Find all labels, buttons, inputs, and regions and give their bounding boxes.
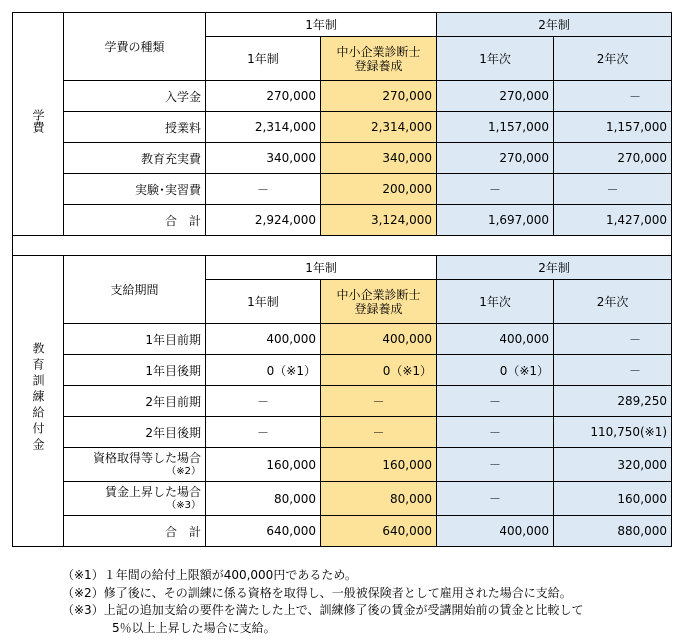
section1-col-y1: 1年次 [437, 37, 554, 81]
cell-value: 80,000 [206, 482, 321, 516]
section-separator [13, 236, 672, 256]
row-label: 入学金 [64, 81, 206, 112]
cell-value: － [206, 386, 321, 417]
section2-group-1yr: 1年制 [206, 256, 437, 280]
table-row-total [13, 205, 672, 236]
table-row [13, 112, 672, 143]
row-label: 2年目前期 [64, 386, 206, 417]
row-label: 実験･実習費 [64, 174, 206, 205]
cell-value: 400,000 [321, 324, 437, 355]
cell-value: － [321, 386, 437, 417]
cell-value: 640,000 [206, 516, 321, 547]
row-label: 2年目後期 [64, 417, 206, 448]
row-label: 1年目前期 [64, 324, 206, 355]
section2-group-2yr: 2年制 [437, 256, 672, 280]
cell-value: 3,124,000 [321, 205, 437, 236]
row-label: 合 計 [64, 205, 206, 236]
cell-value: 1,427,000 [554, 205, 672, 236]
table-row [13, 355, 672, 386]
table-row [13, 482, 672, 516]
row-label: 教育充実費 [64, 143, 206, 174]
cell-value: － [437, 448, 554, 482]
section2-col-chusho: 中小企業診断士 登録養成 [321, 280, 437, 324]
table-row [13, 81, 672, 112]
cell-value: 400,000 [437, 324, 554, 355]
cell-value: 200,000 [321, 174, 437, 205]
section1-col-1yr: 1年制 [206, 37, 321, 81]
row-label: 授業料 [64, 112, 206, 143]
cell-value: － [554, 355, 672, 386]
cell-value: 270,000 [437, 143, 554, 174]
cell-value: 80,000 [321, 482, 437, 516]
section2-type-header: 支給期間 [64, 256, 206, 324]
table-row [13, 324, 672, 355]
cell-value: 110,750(※1) [554, 417, 672, 448]
cell-value: － [437, 417, 554, 448]
cell-value: 160,000 [554, 482, 672, 516]
cell-value: 2,924,000 [206, 205, 321, 236]
cell-value: 400,000 [437, 516, 554, 547]
cell-value: 0（※1） [206, 355, 321, 386]
cell-value: － [554, 174, 672, 205]
cell-value: 160,000 [206, 448, 321, 482]
section2-col-1yr: 1年制 [206, 280, 321, 324]
section2-col-y1: 1年次 [437, 280, 554, 324]
footnotes [62, 567, 583, 637]
cell-value: － [554, 81, 672, 112]
table-row [13, 143, 672, 174]
cell-value: 2,314,000 [206, 112, 321, 143]
row-label: 1年目後期 [64, 355, 206, 386]
cell-value: 2,314,000 [321, 112, 437, 143]
table-row [13, 174, 672, 205]
cell-value: 640,000 [321, 516, 437, 547]
section1-side-label: 学費 [13, 13, 64, 236]
table-row [13, 448, 672, 482]
cell-value: 0（※1） [437, 355, 554, 386]
cell-value: － [554, 324, 672, 355]
footnote-3-cont: 5％以上上昇した場合に支給。 [112, 620, 276, 635]
cell-value: 0（※1） [321, 355, 437, 386]
section2-side-label: 教育訓練給付金 [13, 256, 64, 547]
table-row [13, 417, 672, 448]
cell-value: 270,000 [206, 81, 321, 112]
cell-value: － [321, 417, 437, 448]
cell-value: 340,000 [321, 143, 437, 174]
section1-col-chusho: 中小企業診断士 登録養成 [321, 37, 437, 81]
footnote-2: （※2）修了後に、その訓練に係る資格を取得し、一般被保険者として雇用された場合に支給。 [62, 585, 572, 600]
section1-group-1yr: 1年制 [206, 13, 437, 37]
table-row [13, 386, 672, 417]
cell-value: 289,250 [554, 386, 672, 417]
cell-value: 1,157,000 [437, 112, 554, 143]
cell-value: － [206, 174, 321, 205]
row-label: 合 計 [64, 516, 206, 547]
cell-value: － [437, 386, 554, 417]
cell-value: － [206, 417, 321, 448]
cell-value: 1,697,000 [437, 205, 554, 236]
section1-group-2yr: 2年制 [437, 13, 672, 37]
section1-col-y2: 2年次 [554, 37, 672, 81]
section1-type-header: 学費の種類 [64, 13, 206, 81]
cell-value: 880,000 [554, 516, 672, 547]
cell-value: 270,000 [437, 81, 554, 112]
cell-value: － [437, 482, 554, 516]
cell-value: 160,000 [321, 448, 437, 482]
cell-value: 400,000 [206, 324, 321, 355]
table-row-total [13, 516, 672, 547]
tuition-benefit-table [12, 12, 672, 547]
section2-col-y2: 2年次 [554, 280, 672, 324]
cell-value: 320,000 [554, 448, 672, 482]
cell-value: 270,000 [321, 81, 437, 112]
cell-value: 1,157,000 [554, 112, 672, 143]
row-label: 資格取得等した場合 （※2） [64, 448, 206, 482]
footnote-3: （※3）上記の追加支給の要件を満たした上で、訓練修了後の賃金が受講開始前の賃金と比較して [62, 603, 584, 617]
cell-value: － [437, 174, 554, 205]
cell-value: 340,000 [206, 143, 321, 174]
footnote-1: （※1）１年間の給付上限額が400,000円であるため。 [62, 568, 357, 582]
cell-value: 270,000 [554, 143, 672, 174]
row-label: 賃金上昇した場合 （※3） [64, 482, 206, 516]
